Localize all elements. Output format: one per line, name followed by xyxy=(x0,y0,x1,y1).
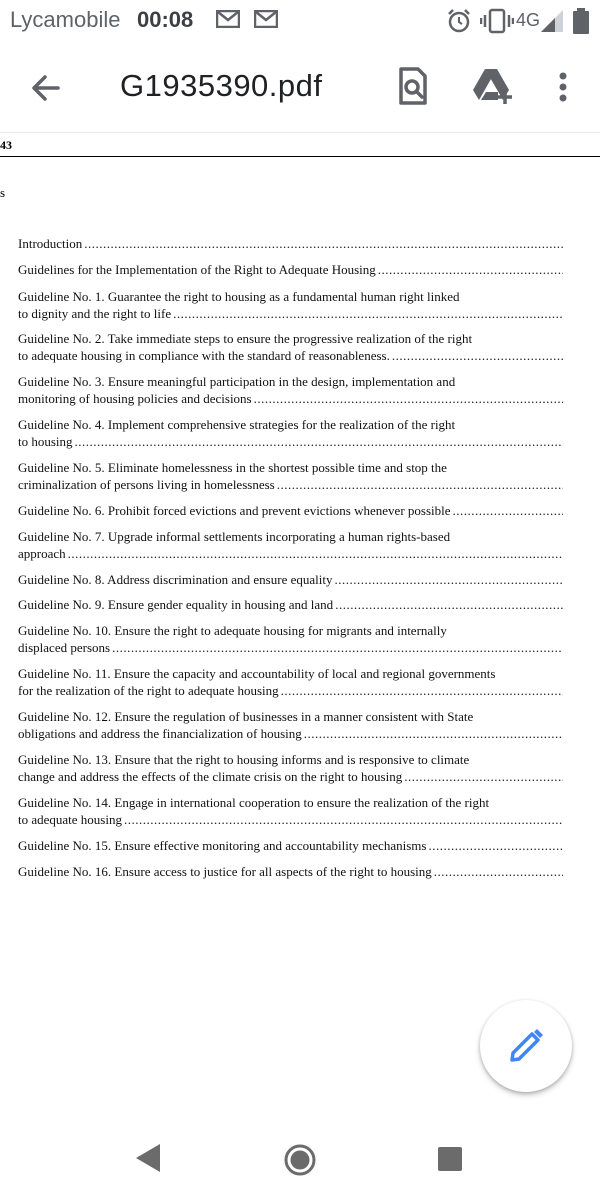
carrier-name: Lycamobile xyxy=(10,7,121,32)
nav-recents-icon[interactable] xyxy=(437,1146,463,1172)
pdf-page[interactable] xyxy=(0,133,600,1073)
page-number: 43 xyxy=(0,138,12,152)
back-arrow-icon[interactable] xyxy=(28,70,64,106)
more-vert-icon[interactable] xyxy=(553,66,573,106)
add-to-drive-icon[interactable] xyxy=(472,66,512,106)
toc-item[interactable]: Guideline No. 5. Eliminate homelessness in the shortest possible time and stop the criminalization of persons living in homelessness ..... xyxy=(18,459,563,494)
signal-icon xyxy=(541,10,563,32)
find-in-page-icon[interactable] xyxy=(393,66,433,106)
network-type: 4G xyxy=(516,10,541,30)
battery-icon xyxy=(573,8,589,34)
nav-home-icon[interactable] xyxy=(284,1144,316,1176)
toc-item[interactable]: Guideline No. 2. Take immediate steps to ensure the progressive realization of the right to adequate housing in compliance with the standard of reasonableness. ..... xyxy=(18,330,563,365)
toc-item[interactable]: Guideline No. 13. Ensure that the right to housing informs and is responsive to climate change and address the effects of the climate crisis on the right to housing ..... xyxy=(18,751,563,786)
toc-item[interactable]: Guideline No. 15. Ensure effective monitoring and accountability mechanisms ..... xyxy=(18,837,563,854)
toc-item[interactable]: Guideline No. 9. Ensure gender equality in housing and land ..... xyxy=(18,596,563,613)
toc-item[interactable]: Guideline No. 7. Upgrade informal settlements incorporating a human rights-based approach ..... xyxy=(18,528,563,563)
gmail-icon xyxy=(254,10,278,28)
header-rule xyxy=(0,156,600,157)
toc-item[interactable]: Guideline No. 16. Ensure access to justice for all aspects of the right to housing ..... xyxy=(18,863,563,880)
clock: 00:08 xyxy=(137,7,194,32)
toc-item[interactable]: Guidelines for the Implementation of the Right to Adequate Housing ..... xyxy=(18,261,563,278)
toc-item[interactable]: Introduction ..... xyxy=(18,235,563,252)
toc-item[interactable]: Guideline No. 12. Ensure the regulation of businesses in a manner consistent with State obligations and address the financialization of housing ..... xyxy=(18,708,563,743)
alarm-icon xyxy=(446,8,472,34)
nav-back-icon[interactable] xyxy=(134,1142,164,1174)
toc-item[interactable]: Guideline No. 3. Ensure meaningful participation in the design, implementation and monitoring of housing policies and decisions ..... xyxy=(18,373,563,408)
edit-fab-button[interactable] xyxy=(480,1000,572,1092)
toc-item[interactable]: Guideline No. 11. Ensure the capacity and accountability of local and regional governments for the realization of the right to adequate housing ..... xyxy=(18,665,563,700)
toc-item[interactable]: Guideline No. 8. Address discrimination and ensure equality ..... xyxy=(18,571,563,588)
toc-item[interactable]: Guideline No. 14. Engage in international cooperation to ensure the realization of the right to adequate housing ..... xyxy=(18,794,563,829)
file-title: G1935390.pdf xyxy=(120,68,323,103)
system-nav-bar xyxy=(0,1120,600,1200)
toc-item[interactable]: Guideline No. 10. Ensure the right to adequate housing for migrants and internally displaced persons ..... xyxy=(18,622,563,657)
toc-item[interactable]: Guideline No. 4. Implement comprehensive strategies for the realization of the right to housing ..... xyxy=(18,416,563,451)
status-bar xyxy=(0,0,600,42)
edit-pencil-icon xyxy=(506,1026,546,1066)
vibrate-icon xyxy=(480,8,514,34)
gmail-icon xyxy=(216,10,240,28)
heading-fragment: s xyxy=(0,185,6,200)
toc-item[interactable]: Guideline No. 6. Prohibit forced evictions and prevent evictions whenever possible ..... xyxy=(18,502,563,519)
app-bar xyxy=(0,42,600,133)
toc-item[interactable]: Guideline No. 1. Guarantee the right to housing as a fundamental human right linked to dignity and the right to life ..... xyxy=(18,288,563,323)
